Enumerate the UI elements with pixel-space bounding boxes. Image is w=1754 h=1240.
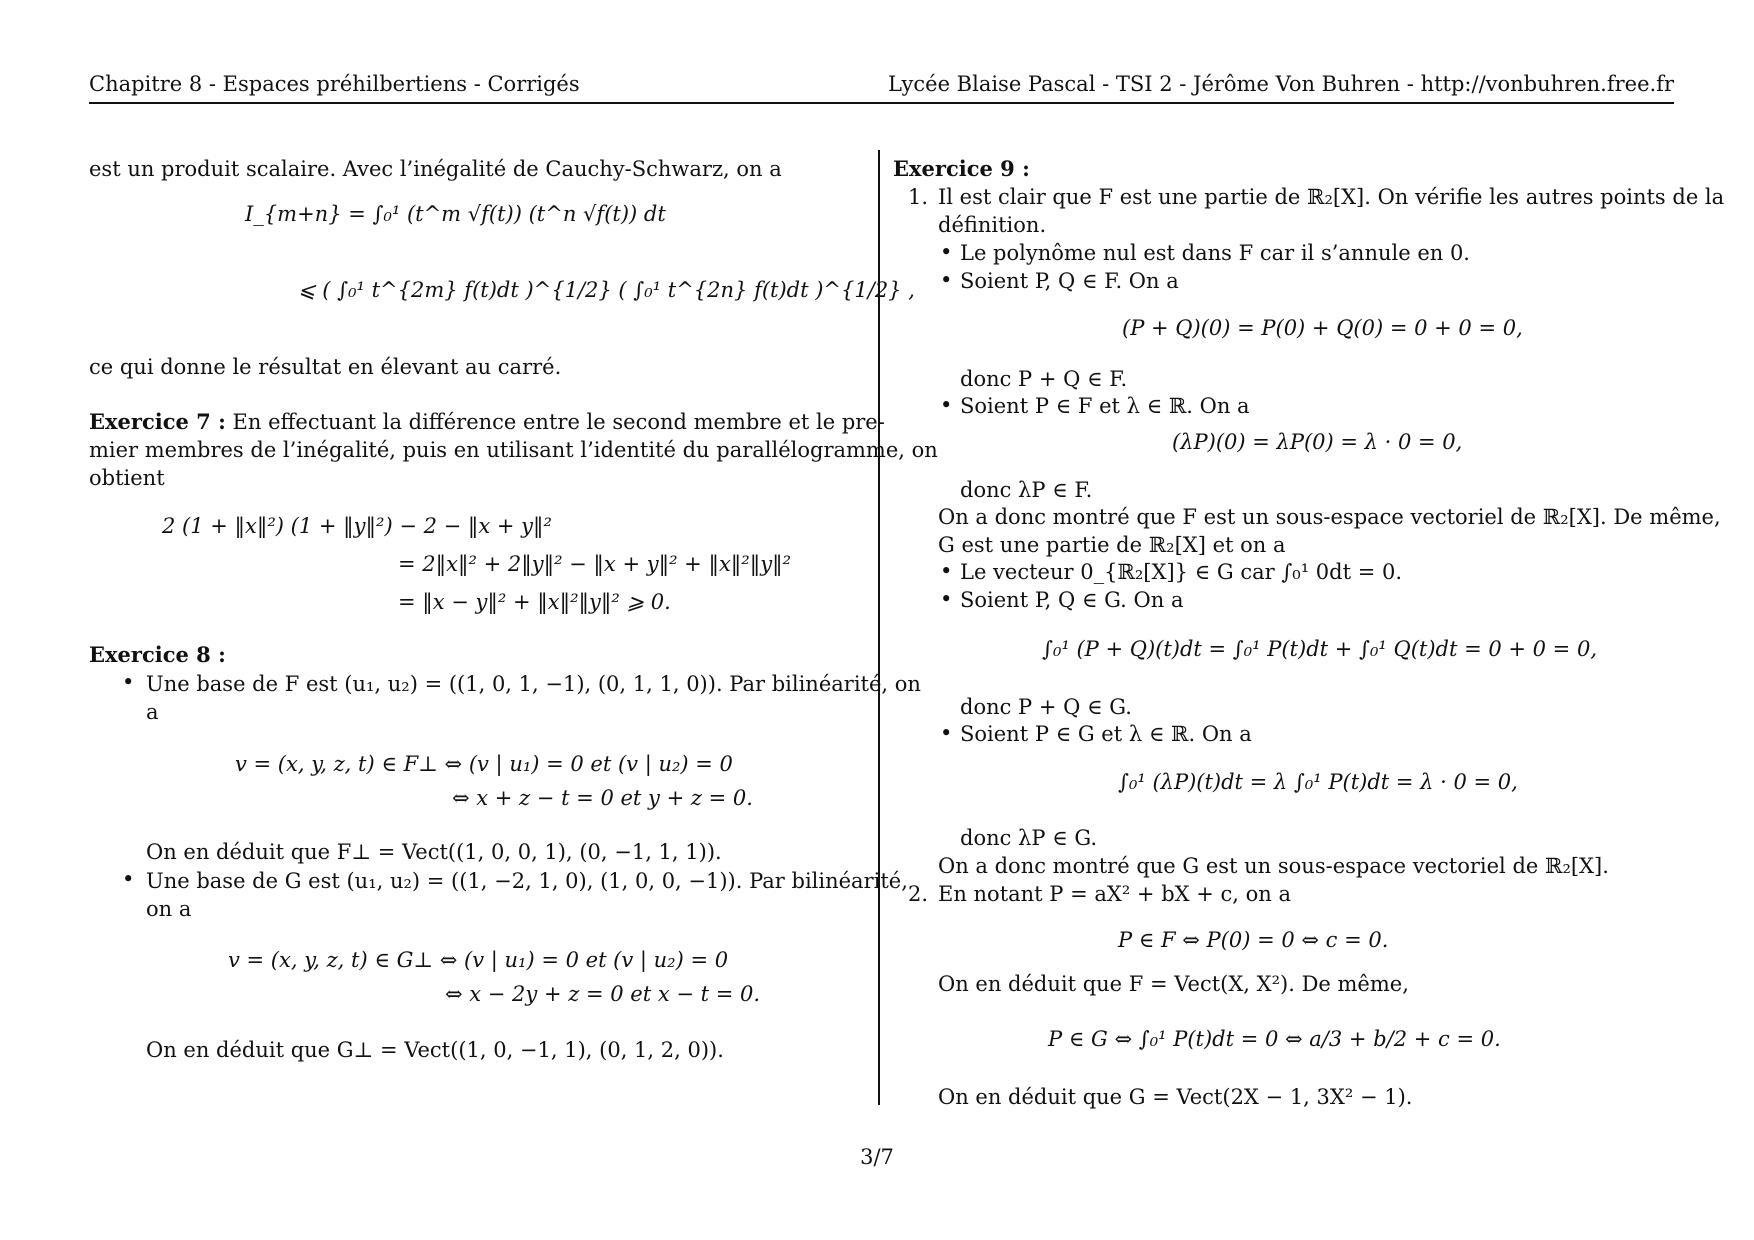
bullet-icon: •	[122, 867, 135, 891]
ex9-mid-1: On a donc montré que F est un sous-espace vectoriel de ℝ₂[X]. De même,	[938, 505, 1721, 529]
ex8-b1-conclusion: On en déduit que F⊥ = Vect((1, 0, 0, 1), (0, −1, 1, 1)).	[146, 840, 722, 864]
ex7-text-3: obtient	[89, 466, 165, 490]
ex9-bullet-4: Le vecteur 0_{ℝ₂[X]} ∈ G car ∫₀¹ 0dt = 0.	[960, 560, 1403, 584]
ex8-b2-eq-1: v = (x, y, z, t) ∈ G⊥ ⇔ (v | u₁) = 0 et (v | u₂) = 0	[228, 948, 729, 972]
ex9-eq-sum-g: ∫₀¹ (P + Q)(t)dt = ∫₀¹ P(t)dt + ∫₀¹ Q(t)dt = 0 + 0 = 0,	[1042, 637, 1597, 661]
ex7-text-1: En effectuant la différence entre le second membre et le pre-	[232, 410, 885, 434]
page-number: 3/7	[860, 1145, 894, 1169]
bullet-icon: •	[940, 268, 953, 292]
ex8-b2-line-1: Une base de G est (u₁, u₂) = ((1, −2, 1, 0), (1, 0, 0, −1)). Par bilinéarité,	[146, 869, 908, 893]
bullet-icon: •	[940, 240, 953, 264]
ex9-bullet-6: Soient P ∈ G et λ ∈ ℝ. On a	[960, 722, 1252, 746]
ex9-conclusion-2: On en déduit que F = Vect(X, X²). De même,	[938, 972, 1409, 996]
ex8-b2-eq-2: ⇔ x − 2y + z = 0 et x − t = 0.	[445, 982, 761, 1006]
ex9-conclusion-1: On a donc montré que G est un sous-espace vectoriel de ℝ₂[X].	[938, 854, 1609, 878]
cs-conclusion: ce qui donne le résultat en élevant au carré.	[89, 355, 562, 379]
ex9-eq-sum-f: (P + Q)(0) = P(0) + Q(0) = 0 + 0 = 0,	[1122, 316, 1523, 340]
ex9-eq-pf: P ∈ F ⇔ P(0) = 0 ⇔ c = 0.	[1118, 928, 1389, 952]
bullet-icon: •	[940, 393, 953, 417]
bullet-icon: •	[940, 721, 953, 745]
ex8-b2-conclusion: On en déduit que G⊥ = Vect((1, 0, −1, 1), (0, 1, 2, 0)).	[146, 1038, 724, 1062]
ex9-p2-line-1: En notant P = aX² + bX + c, on a	[938, 882, 1292, 906]
ex9-eq-scalar-f: (λP)(0) = λP(0) = λ · 0 = 0,	[1172, 430, 1463, 454]
ex8-b1-line-1: Une base de F est (u₁, u₂) = ((1, 0, 1, −1), (0, 1, 1, 0)). Par bilinéarité, on	[146, 672, 921, 696]
ex9-conclusion-3: On en déduit que G = Vect(2X − 1, 3X² − 1).	[938, 1085, 1413, 1109]
ex9-bullet-2: Soient P, Q ∈ F. On a	[960, 269, 1179, 293]
ex9-donc-2: donc λP ∈ F.	[960, 478, 1093, 502]
ex9-title: Exercice 9 :	[893, 156, 1030, 181]
ex9-eq-scalar-g: ∫₀¹ (λP)(t)dt = λ ∫₀¹ P(t)dt = λ · 0 = 0,	[1118, 770, 1518, 794]
ex9-mid-2: G est une partie de ℝ₂[X] et on a	[938, 533, 1286, 557]
ex9-donc-4: donc λP ∈ G.	[960, 826, 1098, 850]
ex9-p1-line-2: définition.	[938, 213, 1047, 237]
ex8-b1-eq-2: ⇔ x + z − t = 0 et y + z = 0.	[452, 786, 753, 810]
ex8-b1-eq-1: v = (x, y, z, t) ∈ F⊥ ⇔ (v | u₁) = 0 et (v | u₂) = 0	[235, 752, 733, 776]
ex7-eq-line-3: = ‖x − y‖² + ‖x‖²‖y‖² ⩾ 0.	[398, 590, 671, 614]
header-right: Lycée Blaise Pascal - TSI 2 - Jérôme Von Buhren - http://vonbuhren.free.fr	[887, 72, 1674, 96]
bullet-icon: •	[940, 559, 953, 583]
ex7-text-2: mier membres de l’inégalité, puis en utilisant l’identité du parallélogramme, on	[89, 438, 938, 462]
ex7-block	[89, 408, 885, 436]
ex8-title: Exercice 8 :	[89, 642, 226, 667]
ex9-eq-pg: P ∈ G ⇔ ∫₀¹ P(t)dt = 0 ⇔ a/3 + b/2 + c = 0.	[1048, 1027, 1501, 1051]
intro-text: est un produit scalaire. Avec l’inégalité de Cauchy-Schwarz, on a	[89, 157, 782, 181]
ex9-p1-line-1: Il est clair que F est une partie de ℝ₂[X]. On vérifie les autres points de la	[938, 185, 1725, 209]
bullet-icon: •	[940, 587, 953, 611]
bullet-icon: •	[122, 670, 135, 694]
ex9-donc-1: donc P + Q ∈ F.	[960, 367, 1128, 391]
header-left: Chapitre 8 - Espaces préhilbertiens - Corrigés	[89, 72, 580, 96]
ex8-b2-line-2: on a	[146, 897, 192, 921]
ex8-b1-line-2: a	[146, 700, 159, 724]
page-header	[89, 72, 1674, 104]
cauchy-schwarz-line-2: ⩽ ( ∫₀¹ t^{2m} f(t)dt )^{1/2} ( ∫₀¹ t^{2n} f(t)dt )^{1/2} ,	[298, 278, 915, 302]
ex9-bullet-5: Soient P, Q ∈ G. On a	[960, 588, 1184, 612]
item-number-2: 2.	[908, 882, 929, 906]
ex7-eq-line-2: = 2‖x‖² + 2‖y‖² − ‖x + y‖² + ‖x‖²‖y‖²	[398, 552, 791, 576]
ex9-donc-3: donc P + Q ∈ G.	[960, 695, 1132, 719]
ex7-eq-line-1: 2 (1 + ‖x‖²) (1 + ‖y‖²) − 2 − ‖x + y‖²	[162, 514, 552, 538]
cauchy-schwarz-line-1: I_{m+n} = ∫₀¹ (t^m √f(t)) (t^n √f(t)) dt	[245, 202, 666, 226]
ex9-bullet-1: Le polynôme nul est dans F car il s’annule en 0.	[960, 241, 1470, 265]
ex9-bullet-3: Soient P ∈ F et λ ∈ ℝ. On a	[960, 394, 1250, 418]
ex7-title: Exercice 7 :	[89, 409, 226, 434]
item-number-1: 1.	[908, 185, 929, 209]
